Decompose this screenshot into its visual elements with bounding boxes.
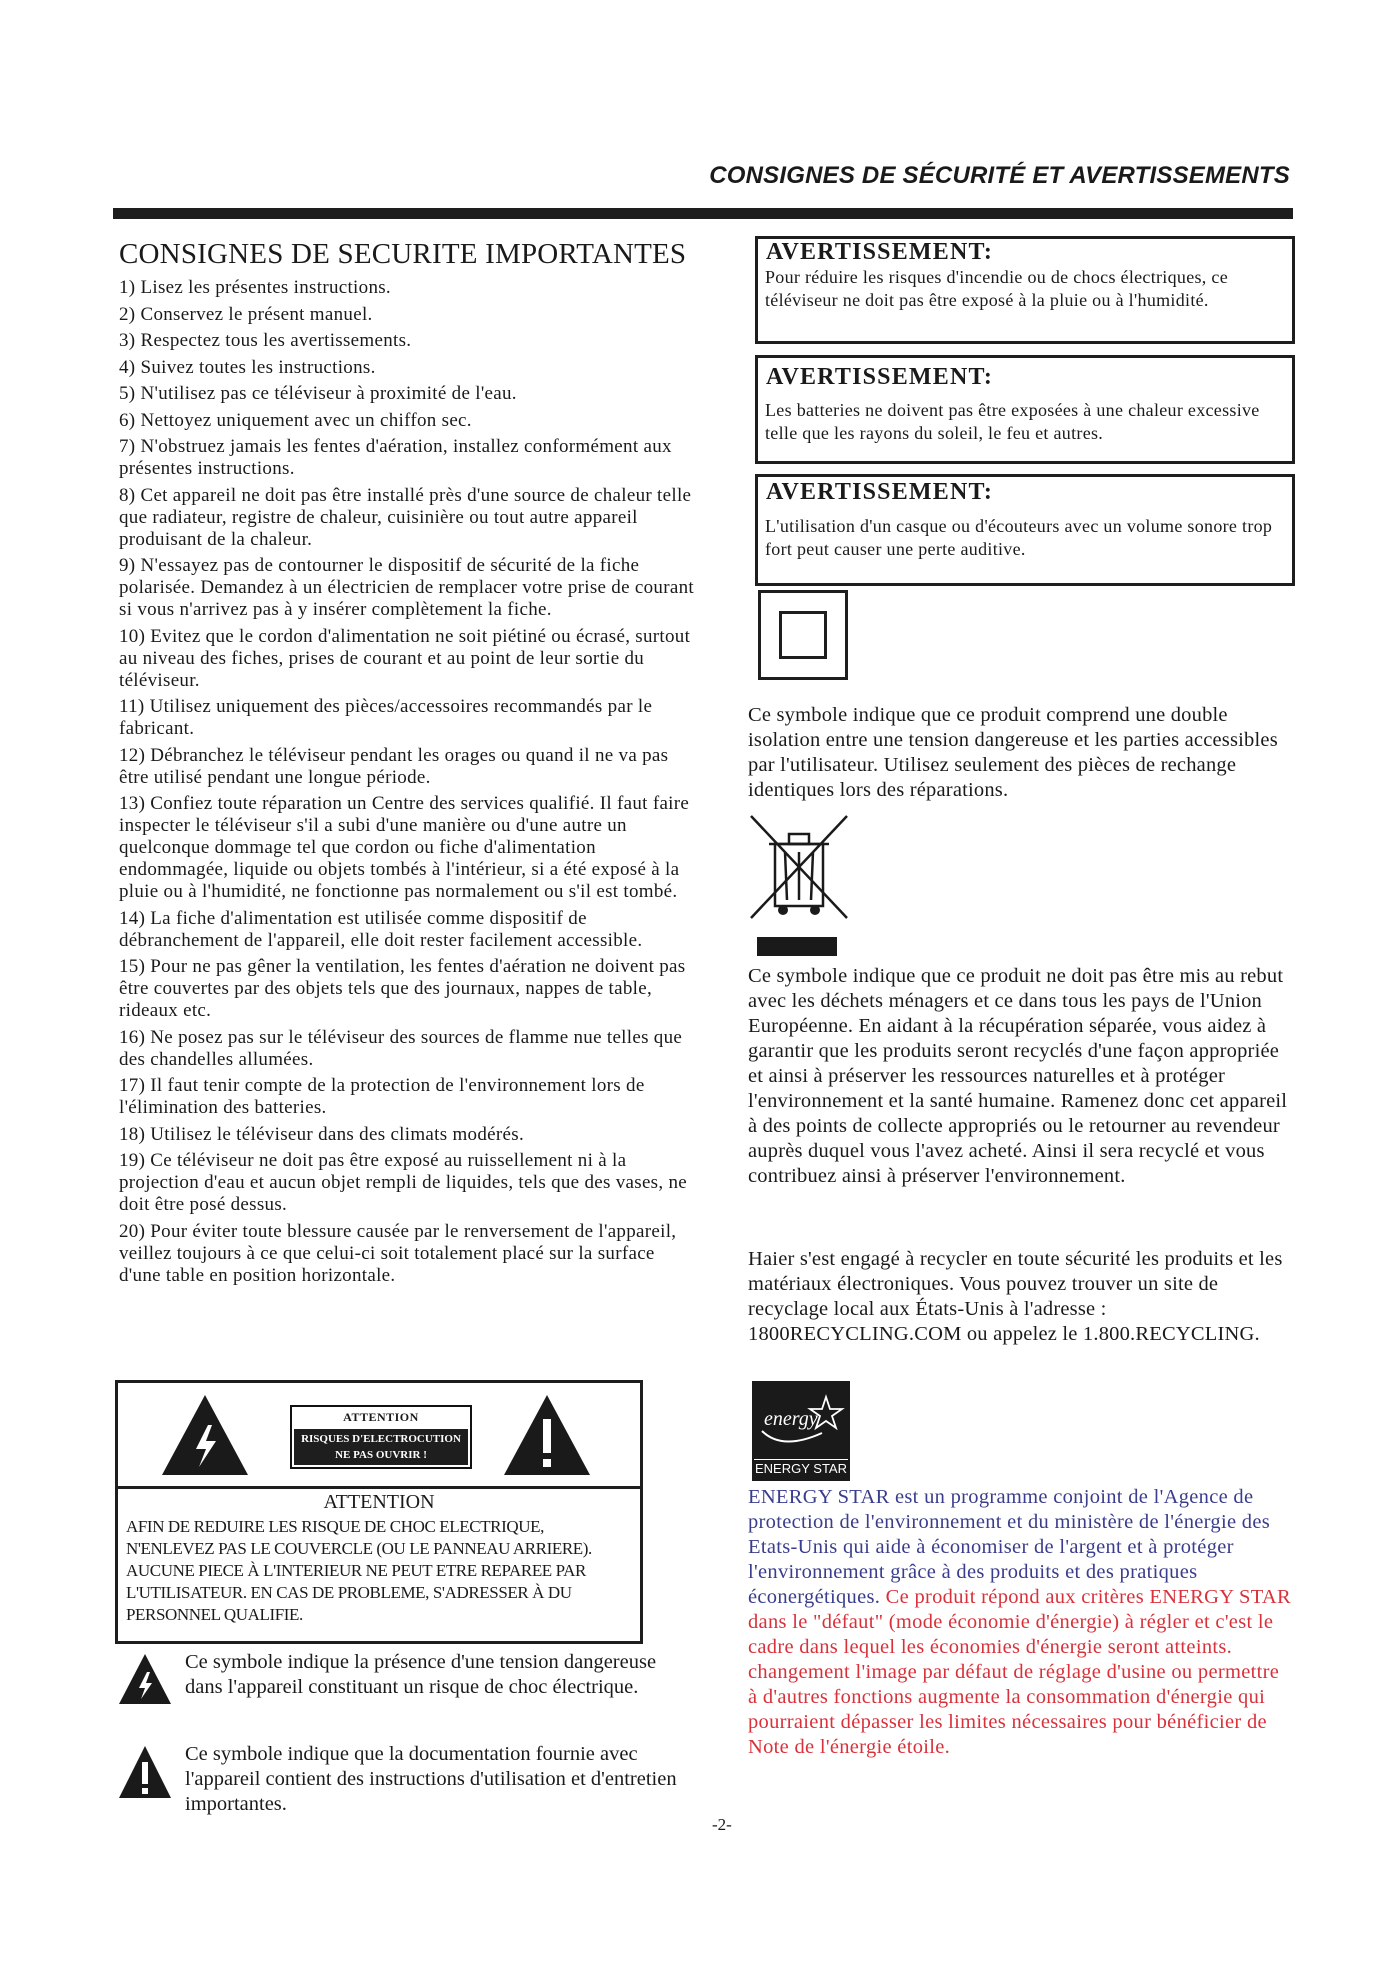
instruction-item: 4) Suivez toutes les instructions. <box>119 356 376 378</box>
warning-text: Pour réduire les risques d'incendie ou de chocs électriques, ce téléviseur ne doit pas être exposé à la pluie ou à l'humidité. <box>765 267 1228 310</box>
double-insulation-icon <box>758 590 848 680</box>
page-header-title: CONSIGNES DE SÉCURITÉ ET AVERTISSEMENTS <box>709 162 1290 189</box>
attention-label-warning <box>294 1429 468 1465</box>
energy-logo-label: ENERGY STAR <box>755 1461 847 1476</box>
instruction-item: 2) Conservez le présent manuel. <box>119 303 373 325</box>
attention-label-line: NE PAS OUVRIR ! <box>335 1449 427 1461</box>
instruction-item: 19) Ce téléviseur ne doit pas être exposé au ruissellement ni à la projection d'eau et aucun objet rempli de liquides, tels que des vases, ne doit être posé dessus. <box>119 1150 688 1215</box>
warning-box-rain <box>755 236 1295 344</box>
header-rule <box>113 208 1293 219</box>
documentation-symbol-text: Ce symbole indique que la documentation fournie avec l'appareil contient des instructions d'utilisation et d'entretien importantes. <box>185 1743 677 1815</box>
energy-star-logo <box>752 1381 850 1481</box>
energy-star-program-text: ENERGY STAR est un programme conjoint de l'Agence de protection de l'environnement et du ministère de l'énergie des Etats-Unis qui aide à économiser de l'argent et à protéger l'environnement grâce à des produits et des pratiques éconergétiques. <box>748 1486 1271 1608</box>
voltage-symbol-text: Ce symbole indique la présence d'une tension dangereuse dans l'appareil constituant un risque de choc électrique. <box>185 1651 657 1698</box>
instruction-item: 12) Débranchez le téléviseur pendant les orages ou quand il ne va pas être utilisé pendant une longue période. <box>119 744 669 788</box>
warning-text: Les batteries ne doivent pas être exposées à une chaleur excessive telle que les rayons du soleil, le feu et autres. <box>765 400 1260 443</box>
documentation-symbol-row <box>117 1742 677 1832</box>
attention-box <box>115 1380 643 1644</box>
warning-title: AVERTISSEMENT: <box>766 364 994 390</box>
attention-label-line: RISQUES D'ELECTROCUTION <box>301 1433 461 1445</box>
warning-text: L'utilisation d'un casque ou d'écouteurs avec un volume sonore trop fort peut causer une perte auditive. <box>765 516 1273 559</box>
exclamation-warning-icon <box>500 1391 594 1479</box>
weee-crossed-bin-icon <box>747 812 851 958</box>
attention-label <box>290 1405 472 1469</box>
instruction-item: 9) N'essayez pas de contourner le dispositif de sécurité de la fiche polarisée. Demandez à un électricien de remplacer votre prise de courant si vous n'arrivez pas à y insérer complètement la fiche. <box>119 555 694 620</box>
instruction-item: 10) Evitez que le cordon d'alimentation ne soit piétiné ou écrasé, surtout au niveau des fiches, prises de courant et au point de leur sortie du téléviseur. <box>119 625 691 691</box>
section-title: CONSIGNES DE SECURITE IMPORTANTES <box>119 238 687 270</box>
voltage-symbol-row <box>117 1650 677 1740</box>
warning-box-batteries <box>755 355 1295 464</box>
exclamation-warning-icon <box>117 1744 173 1800</box>
energy-star-icon <box>752 1381 850 1455</box>
warning-title: AVERTISSEMENT: <box>766 239 994 265</box>
instruction-item: 8) Cet appareil ne doit pas être installé près d'une source de chaleur telle que radiateur, registre de chaleur, cuisinière ou tout autre appareil produisant de la chaleur. <box>119 484 692 550</box>
instruction-item: 3) Respectez tous les avertissements. <box>119 330 412 351</box>
attention-body: AFIN DE REDUIRE LES RISQUE DE CHOC ELECTRIQUE, N'ENLEVEZ PAS LE COUVERCLE (OU LE PANNEAU ARRIERE). AUCUNE PIECE À L'INTERIEUR NE PEUT ETRE REPAREE PAR L'UTILISATEUR. EN CAS DE PROBLEME, S'ADRESSER À DU PERSONNEL QUALIFIE. <box>126 1517 592 1624</box>
instruction-item: 17) Il faut tenir compte de la protection de l'environnement lors de l'élimination des batteries. <box>119 1075 645 1118</box>
lightning-warning-icon <box>117 1652 173 1706</box>
instruction-item: 7) N'obstruez jamais les fentes d'aération, installez conformément aux présentes instructions. <box>119 436 672 479</box>
recycling-text: Haier s'est engagé à recycler en toute sécurité les produits et les matériaux électroniques. Vous pouvez trouver un site de recyclage local aux États-Unis à l'adresse : 1800RECYCLING.COM ou appelez le 1.800.RECYCLING. <box>748 1248 1283 1345</box>
lightning-warning-icon <box>158 1391 252 1479</box>
double-insulation-inner-square <box>779 611 827 659</box>
instruction-item: 18) Utilisez le téléviseur dans des climats modérés. <box>119 1123 524 1145</box>
instruction-item: 1) Lisez les présentes instructions. <box>119 277 391 298</box>
attention-box-header <box>118 1383 640 1489</box>
double-insulation-text: Ce symbole indique que ce produit comprend une double isolation entre une tension dangereuse et les parties accessibles par l'utilisateur. Utilisez seulement des pièces de rechange identiques lors des réparations. <box>748 704 1278 801</box>
instruction-item: 13) Confiez toute réparation un Centre des services qualifié. Il faut faire inspecter le téléviseur s'il a subi d'une manière ou d'une autre un quelconque dommage tel que cordon ou fiche d'alimentation endommagée, liquide ou objets tombés à l'intérieur, si a été exposé à la pluie ou à l'humidité, ne fonctionne pas normalement ou s'il est tombé. <box>119 793 690 902</box>
instruction-item: 15) Pour ne pas gêner la ventilation, les fentes d'aération ne doivent pas être couvertes par des objets tels que des journaux, nappes de table, rideaux etc. <box>119 956 686 1021</box>
instruction-item: 16) Ne posez pas sur le téléviseur des sources de flamme nue telles que des chandelles allumées. <box>119 1026 683 1070</box>
weee-text: Ce symbole indique que ce produit ne doit pas être mis au rebut avec les déchets ménagers et ce dans tous les pays de l'Union Européenne. En aidant à la récupération séparée, vous aidez à garantir que les produits seront recyclés d'une façon appropriée et ainsi à préserver les ressources naturelles et à protéger l'environnement et la santé humaine. Ramenez donc cet appareil à des points de collecte appropriés ou le retourner au revendeur auprès duquel vous l'avez acheté. Ainsi il sera recyclé et vous contribuez ainsi à préserver l'environnement. <box>748 965 1288 1187</box>
energy-star-text <box>748 1485 1293 1760</box>
instruction-item: 14) La fiche d'alimentation est utilisée comme dispositif de débranchement de l'appareil, elle doit rester facilement accessible. <box>119 907 643 951</box>
instruction-item: 11) Utilisez uniquement des pièces/accessoires recommandés par le fabricant. <box>119 696 653 739</box>
energy-logo-word: energy <box>764 1408 818 1430</box>
attention-heading: ATTENTION <box>323 1491 435 1513</box>
instruction-item: 20) Pour éviter toute blessure causée par le renversement de l'appareil, veillez toujours à ce que celui-ci soit totalement placé sur la surface d'une table en position horizontale. <box>119 1220 677 1286</box>
instruction-item: 6) Nettoyez uniquement avec un chiffon sec. <box>119 409 472 431</box>
warning-box-headphones <box>755 474 1295 586</box>
page-number: -2- <box>712 1815 732 1834</box>
instruction-item: 5) N'utilisez pas ce téléviseur à proximité de l'eau. <box>119 383 517 404</box>
attention-label-title: ATTENTION <box>343 1410 419 1424</box>
instruction-list <box>119 277 699 1291</box>
energy-star-criteria-text: Ce produit répond aux critères ENERGY STAR dans le "défaut" (mode économie d'énergie) à régler et c'est le cadre dans lequel les économies d'énergie seront atteints. changement l'image par défaut de réglage d'usine ou permettre à d'autres fonctions augmente la consommation d'énergie qui pourraient dépasser les limites nécessaires pour bénéficier de Note de l'énergie étoile. <box>748 1586 1291 1758</box>
warning-title: AVERTISSEMENT: <box>766 479 994 505</box>
